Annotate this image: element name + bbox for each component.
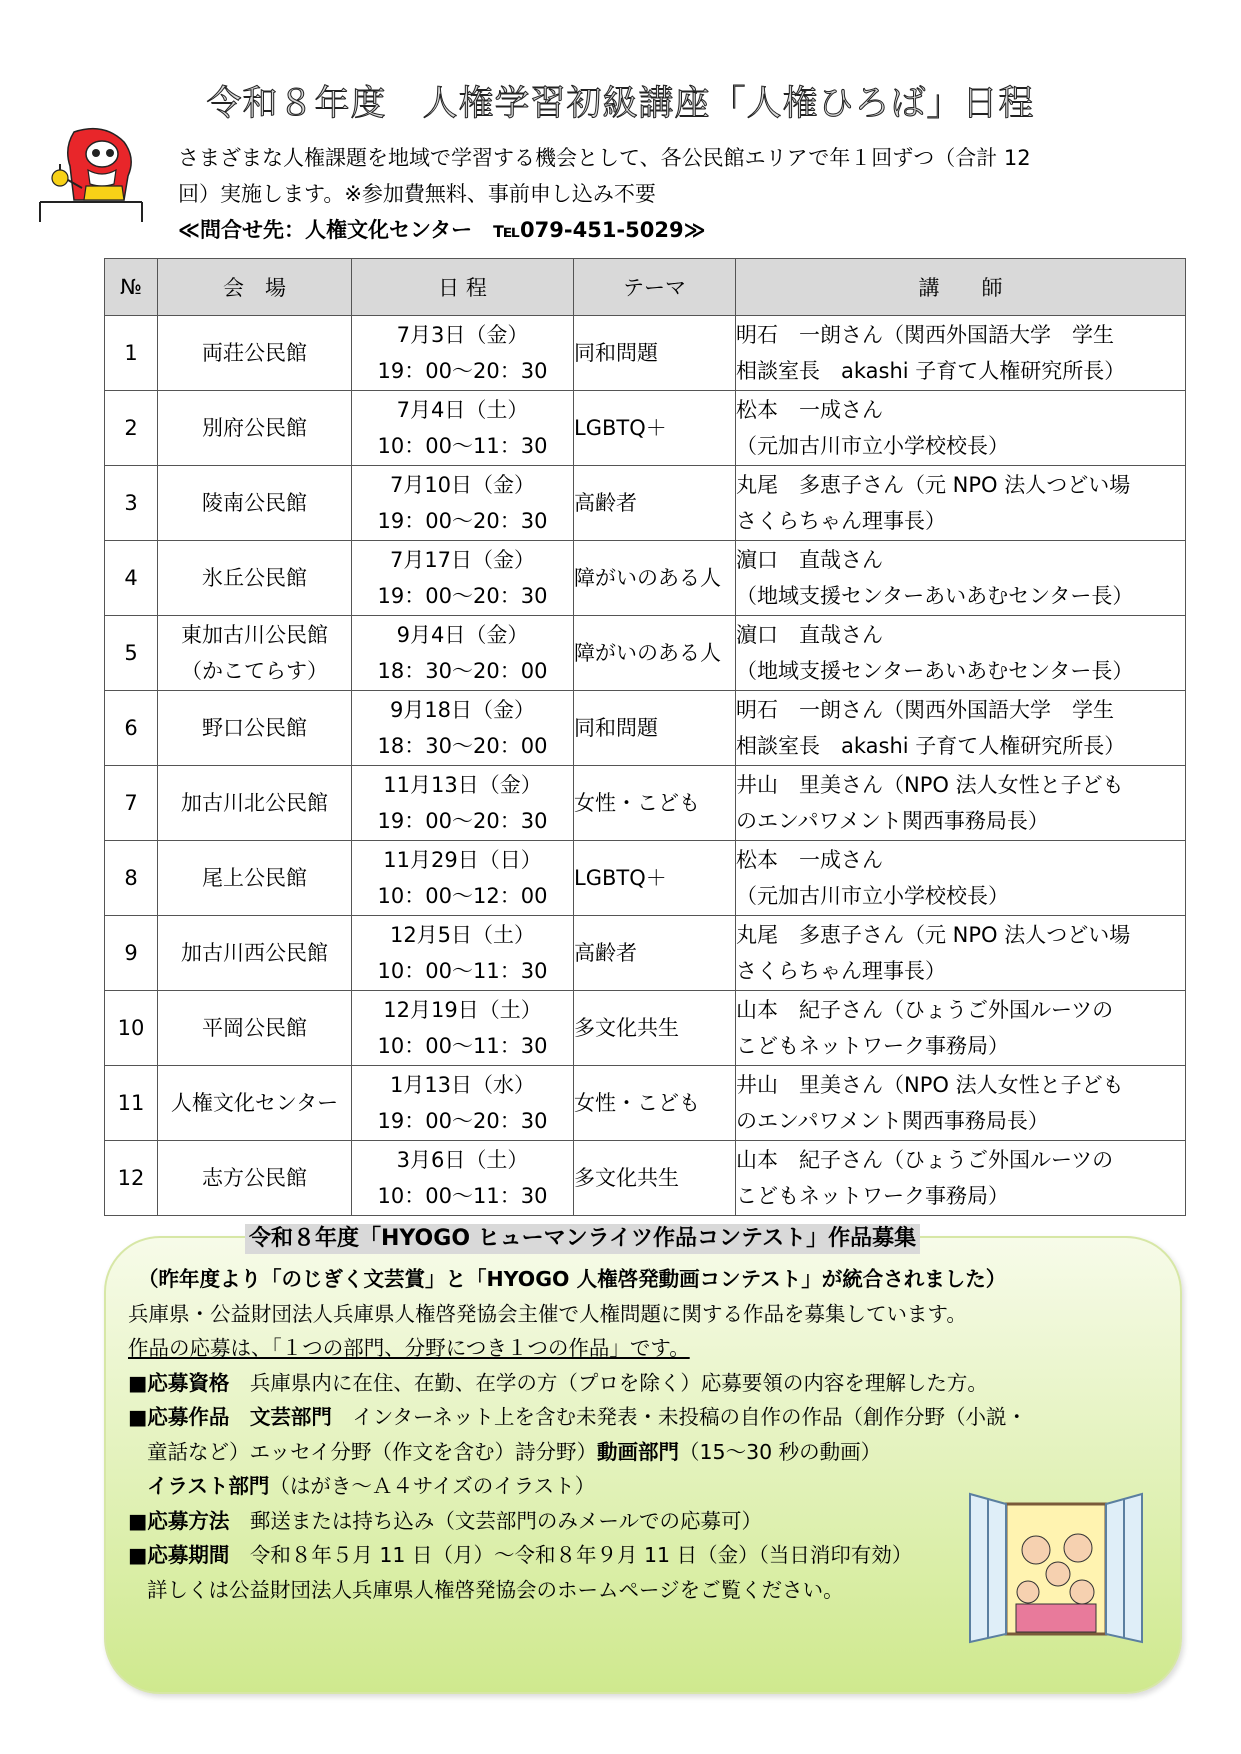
schedule-time: 19：00～20：30 [377,1109,548,1133]
lecturer-line-1: 濵口 直哉さん [736,623,883,647]
cell-schedule [352,991,574,1066]
schedule-table [104,258,1186,1216]
lecturer-line-2: さくらちゃん理事長） [736,959,946,983]
cell-schedule [352,691,574,766]
lecturer-line-2: さくらちゃん理事長） [736,509,946,533]
intro-line-1: さまざまな人権課題を地域で学習する機会として、各公民館エリアで年１回ずつ（合計 12 [178,146,1031,170]
col-header-theme: テーマ [574,259,736,316]
cell-venue [158,766,352,841]
schedule-date: 9月18日（金） [389,698,536,722]
cell-no: 1 [105,316,158,391]
eligibility-text: 兵庫県内に在住、在勤、在学の方（プロを除く）応募要領の内容を理解した方。 [249,1370,988,1395]
cell-lecturer [736,916,1186,991]
lecturer-line-1: 山本 紀子さん（ひょうご外国ルーツの [736,998,1114,1022]
lecturer-line-1: 丸尾 多恵子さん（元 NPO 法人つどい場 [736,923,1131,947]
schedule-date: 12月5日（土） [389,923,536,947]
eligibility-row [128,1366,1158,1401]
cell-lecturer [736,391,1186,466]
lecturer-line-1: 松本 一成さん [736,848,883,872]
video-label: 動画部門 [596,1439,679,1464]
cell-theme: 障がいのある人 [574,616,736,691]
cell-no: 4 [105,541,158,616]
cell-theme: LGBTQ＋ [574,391,736,466]
illust-text: （はがき～Ａ４サイズのイラスト） [269,1474,596,1498]
schedule-time: 19：00～20：30 [377,359,548,383]
cell-venue [158,466,352,541]
schedule-date: 7月10日（金） [389,473,536,497]
schedule-date: 7月17日（金） [389,548,536,572]
table-row [105,1066,1186,1141]
venue-name: 加古川西公民館 [181,941,328,965]
cell-no: 3 [105,466,158,541]
cell-no: 2 [105,391,158,466]
table-row [105,841,1186,916]
cell-schedule [352,466,574,541]
schedule-time: 19：00～20：30 [377,809,548,833]
cell-venue [158,316,352,391]
venue-name: 東加古川公民館 [181,623,328,647]
cell-schedule [352,1141,574,1216]
venue-name: 氷丘公民館 [202,566,307,590]
schedule-date: 7月4日（土） [396,398,529,422]
illust-label: イラスト部門 [147,1474,270,1498]
venue-name: 尾上公民館 [202,866,307,890]
lecturer-line-1: 明石 一朗さん（関西外国語大学 学生 [736,323,1114,347]
lecturer-line-1: 井山 里美さん（NPO 法人女性と子ども [736,773,1124,797]
col-header-no: № [105,259,158,316]
literary-text-2: 童話など）エッセイ分野（作文を含む）詩分野） [147,1439,597,1464]
lecturer-line-1: 丸尾 多恵子さん（元 NPO 法人つどい場 [736,473,1131,497]
cell-venue [158,616,352,691]
cell-schedule [352,1066,574,1141]
table-header-row [105,259,1186,316]
venue-name: 陵南公民館 [202,491,307,515]
cell-schedule [352,841,574,916]
table-row [105,316,1186,391]
lecturer-line-2: 相談室長 akashi 子育て人権研究所長） [736,359,1126,383]
lecturer-line-1: 濵口 直哉さん [736,548,883,572]
venue-name: 平岡公民館 [202,1016,307,1040]
schedule-date: 12月19日（土） [383,998,542,1022]
mascot-illustration [36,126,146,242]
table-row [105,541,1186,616]
table-row [105,991,1186,1066]
cell-theme: 同和問題 [574,691,736,766]
cell-schedule [352,916,574,991]
col-header-lecturer: 講 師 [736,259,1186,316]
cell-venue [158,1066,352,1141]
schedule-time: 10：00～11：30 [377,434,548,458]
venue-name: 人権文化センター [170,1091,339,1115]
cell-lecturer [736,766,1186,841]
schedule-time: 19：00～20：30 [377,509,548,533]
cell-venue [158,841,352,916]
table-row [105,391,1186,466]
cell-venue [158,916,352,991]
literary-label: 文芸部門 [249,1405,332,1429]
cell-schedule [352,616,574,691]
cell-theme: 高齢者 [574,916,736,991]
cell-lecturer [736,466,1186,541]
cell-theme: 同和問題 [574,316,736,391]
venue-name: 別府公民館 [202,416,307,440]
table-row [105,466,1186,541]
table-row [105,916,1186,991]
contest-line-1: 兵庫県・公益財団法人兵庫県人権啓発協会主催で人権問題に関する作品を募集しています。 [128,1301,967,1326]
works-label: ■応募作品 [128,1405,230,1429]
contest-subtitle: （昨年度より「のじぎく文芸賞」と「HYOGO 人権啓発動画コンテスト」が統合されました） [138,1267,1007,1291]
period-label: ■応募期間 [128,1543,230,1567]
intro-text [178,140,1138,248]
cell-no: 7 [105,766,158,841]
cell-theme: LGBTQ＋ [574,841,736,916]
cell-no: 12 [105,1141,158,1216]
cell-lecturer [736,616,1186,691]
schedule-date: 11月13日（金） [383,773,542,797]
schedule-date: 1月13日（水） [389,1073,536,1097]
cell-venue [158,1141,352,1216]
details-text: 詳しくは公益財団法人兵庫県人権啓発協会のホームページをご覧ください。 [147,1577,844,1602]
lecturer-line-2: 相談室長 akashi 子育て人権研究所長） [736,734,1126,758]
venue-name: 志方公民館 [202,1166,307,1190]
cell-lecturer [736,691,1186,766]
lecturer-line-1: 松本 一成さん [736,398,883,422]
schedule-time: 18：30～20：00 [377,734,548,758]
lecturer-line-2: のエンパワメント関西事務局長） [736,809,1049,833]
cell-theme: 多文化共生 [574,1141,736,1216]
venue-name: 両荘公民館 [202,341,307,365]
video-text: （15～30 秒の動画） [678,1439,882,1464]
cell-theme: 障がいのある人 [574,541,736,616]
contest-title: 令和８年度「HYOGO ヒューマンライツ作品コンテスト」作品募集 [245,1224,920,1254]
contest-line-2: 作品の応募は、「１つの部門、分野につき１つの作品」です。 [128,1336,690,1360]
cell-theme: 女性・こども [574,766,736,841]
venue-name: 加古川北公民館 [181,791,328,815]
cell-lecturer [736,841,1186,916]
venue-name: 野口公民館 [202,716,307,740]
cell-lecturer [736,1141,1186,1216]
cell-schedule [352,316,574,391]
lecturer-line-1: 山本 紀子さん（ひょうご外国ルーツの [736,1148,1114,1172]
schedule-time: 10：00～12：00 [377,884,548,908]
schedule-date: 3月6日（土） [396,1148,529,1172]
schedule-date: 11月29日（日） [383,848,542,872]
table-row [105,1141,1186,1216]
method-label: ■応募方法 [128,1508,230,1533]
schedule-time: 18：30～20：00 [377,659,548,683]
lecturer-line-2: こどもネットワーク事務局） [736,1034,1009,1058]
table-row [105,691,1186,766]
cell-lecturer [736,991,1186,1066]
schedule-time: 19：00～20：30 [377,584,548,608]
schedule-time: 10：00～11：30 [377,1034,548,1058]
cell-no: 9 [105,916,158,991]
cell-no: 8 [105,841,158,916]
method-text: 郵送または持ち込み（文芸部門のみメールでの応募可） [249,1508,762,1533]
table-row [105,766,1186,841]
works-row [128,1400,1158,1435]
cell-venue [158,991,352,1066]
cell-theme: 多文化共生 [574,991,736,1066]
lecturer-line-1: 井山 里美さん（NPO 法人女性と子ども [736,1073,1124,1097]
lecturer-line-1: 明石 一朗さん（関西外国語大学 学生 [736,698,1114,722]
venue-sub: （かこてらす） [181,659,328,683]
cell-schedule [352,391,574,466]
cell-no: 11 [105,1066,158,1141]
cell-venue [158,391,352,466]
works-row-2 [128,1435,1158,1470]
schedule-time: 10：00～11：30 [377,1184,548,1208]
lecturer-line-2: （地域支援センターあいあむセンター長） [736,584,1134,608]
cell-schedule [352,766,574,841]
cell-no: 10 [105,991,158,1066]
period-text: 令和８年５月 11 日（月）～令和８年９月 11 日（金）（当日消印有効） [249,1543,913,1567]
lecturer-line-2: のエンパワメント関西事務局長） [736,1109,1049,1133]
schedule-date: 7月3日（金） [396,323,529,347]
schedule-date: 9月4日（金） [396,623,529,647]
lecturer-line-2: （地域支援センターあいあむセンター長） [736,659,1134,683]
family-window-illustration [966,1492,1146,1644]
lecturer-line-2: （元加古川市立小学校校長） [736,884,1009,908]
col-header-schedule: 日 程 [352,259,574,316]
cell-schedule [352,541,574,616]
cell-venue [158,541,352,616]
page-title: 令和８年度 人権学習初級講座「人権ひろば」日程 [206,84,1035,124]
cell-lecturer [736,541,1186,616]
cell-venue [158,691,352,766]
contact-info: ≪問合せ先：人権文化センター ℡079-451-5029≫ [178,218,706,242]
lecturer-line-2: こどもネットワーク事務局） [736,1184,1009,1208]
cell-no: 6 [105,691,158,766]
cell-no: 5 [105,616,158,691]
cell-lecturer [736,316,1186,391]
col-header-venue: 会 場 [158,259,352,316]
schedule-time: 10：00～11：30 [377,959,548,983]
table-row [105,616,1186,691]
cell-lecturer [736,1066,1186,1141]
cell-theme: 女性・こども [574,1066,736,1141]
lecturer-line-2: （元加古川市立小学校校長） [736,434,1009,458]
intro-line-2: 回）実施します。※参加費無料、事前申し込み不要 [178,182,656,206]
literary-text: インターネット上を含む未発表・未投稿の自作の作品（創作分野（小説・ [352,1405,1028,1429]
eligibility-label: ■応募資格 [128,1370,230,1395]
cell-theme: 高齢者 [574,466,736,541]
